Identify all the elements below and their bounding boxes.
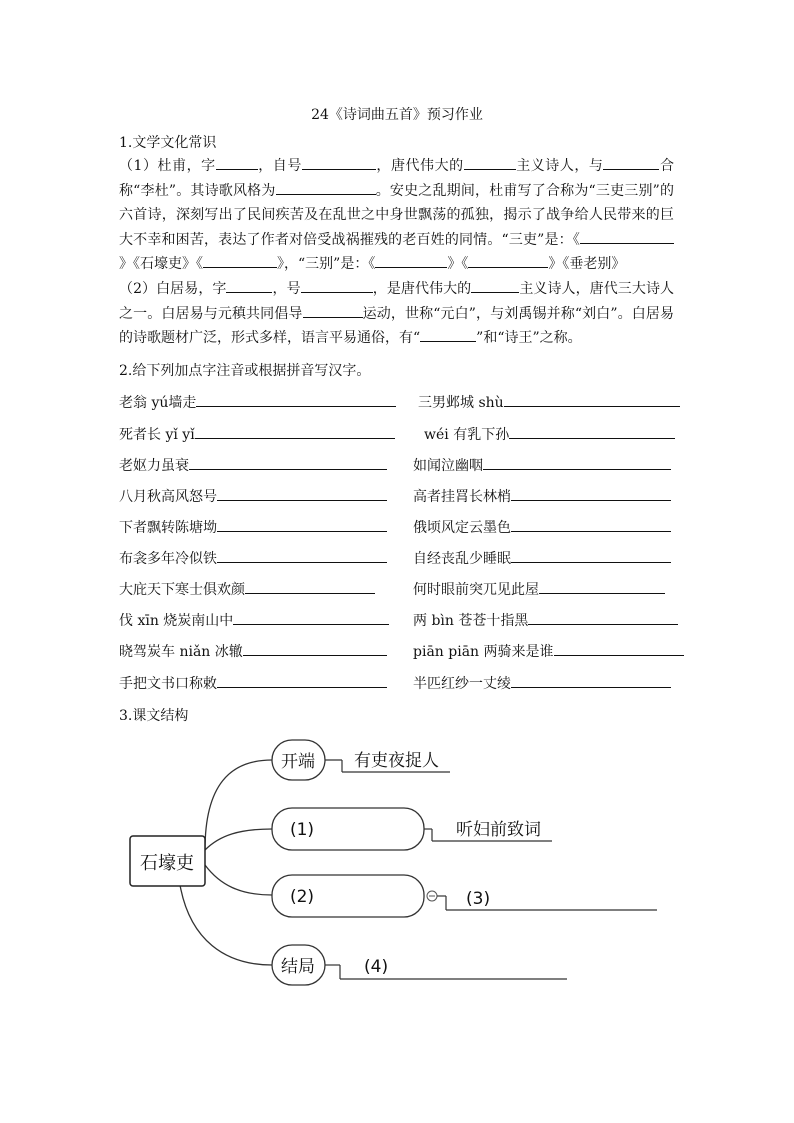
p2-text-d: 主义诗人，唐代三大诗人之一。白居易与元稹共同倡导: [119, 281, 675, 322]
item-text: 三男邺城 shù: [418, 395, 504, 411]
branch-connector: [180, 885, 272, 965]
answer-line[interactable]: [511, 499, 671, 501]
answer-line[interactable]: [233, 623, 389, 625]
list-item: [424, 424, 675, 444]
branch-label-3: (2): [289, 887, 315, 907]
list-item: [119, 673, 387, 693]
item-text: 自经丧乱少睡眠: [413, 551, 511, 567]
branch-connector: [205, 829, 272, 850]
blank[interactable]: [464, 155, 516, 170]
list-item: [119, 424, 395, 444]
item-text: 俄顷风定云墨色: [413, 520, 511, 536]
answer-line[interactable]: [511, 686, 671, 688]
item-text: 老翁 yú墙走: [119, 395, 197, 411]
blank[interactable]: [302, 155, 376, 170]
blank[interactable]: [303, 303, 363, 318]
blank[interactable]: [301, 278, 373, 293]
list-item: [413, 673, 671, 693]
item-text: 高者挂罥长林梢: [413, 489, 511, 505]
answer-line[interactable]: [245, 592, 375, 594]
branch-label-2: (1): [289, 820, 315, 840]
item-text: wéi 有乳下孙: [424, 427, 510, 443]
section1-paragraph1: [119, 154, 674, 277]
answer-line[interactable]: [539, 592, 665, 594]
structure-mindmap: [0, 725, 794, 1025]
blank[interactable]: [603, 155, 659, 170]
list-item: [119, 641, 387, 661]
page-title: 24《诗词曲五首》预习作业: [311, 107, 483, 123]
list-item: [413, 579, 665, 599]
list-item: [119, 486, 387, 506]
answer-line[interactable]: [217, 561, 387, 563]
item-text: 两 bìn 苍苍十指黑: [413, 613, 529, 629]
leaf-label-1: 有吏夜捉人: [354, 751, 439, 771]
list-item: [413, 548, 671, 568]
answer-line[interactable]: [483, 468, 671, 470]
item-text: 老妪力虽衰: [119, 458, 189, 474]
blank[interactable]: [276, 180, 376, 195]
blank[interactable]: [203, 253, 277, 268]
p2-text-c: ，是唐代伟大的: [372, 281, 472, 297]
answer-line[interactable]: [509, 437, 675, 439]
answer-line[interactable]: [189, 468, 387, 470]
item-text: 死者长 yǐ yǐ: [119, 427, 195, 443]
root-label: 石壕吏: [140, 853, 194, 874]
list-item: [413, 641, 684, 661]
p2-text-a: （2）白居易，字: [119, 281, 227, 297]
p2-text-b: ，号: [272, 281, 301, 297]
p1-text-b: ，自号: [257, 158, 302, 174]
answer-line[interactable]: [196, 405, 396, 407]
answer-line[interactable]: [195, 437, 395, 439]
section1-paragraph2: [119, 277, 674, 351]
answer-line[interactable]: [217, 530, 387, 532]
answer-line[interactable]: [554, 654, 684, 656]
blank[interactable]: [216, 155, 258, 170]
answer-line[interactable]: [528, 623, 678, 625]
list-item: [119, 610, 389, 630]
item-text: 如闻泣幽咽: [413, 458, 483, 474]
section2-heading: 2.给下列加点字注音或根据拼音写汉字。: [119, 363, 371, 379]
p1-text-c: ，唐代伟大的: [375, 158, 464, 174]
answer-line[interactable]: [243, 654, 387, 656]
branch-connector: [205, 865, 272, 895]
p1-text-f: 。安史之乱期间，杜甫写了合称为“三吏三别”的六首诗，深刻写出了民间疾苦及在乱世之中身世飘荡的孤独，揭示了战争给人民带来的巨大不幸和困苦，表达了作者对倍受战祸摧残的老百姓的同情。“三吏”是：《: [119, 182, 674, 248]
list-item: [418, 392, 680, 412]
item-text: 手把文书口称敕: [119, 676, 217, 692]
p1-text-g: 》《石壕吏》《: [119, 256, 203, 272]
item-text: piān piān 两骑来是谁: [413, 644, 554, 660]
answer-line[interactable]: [217, 686, 387, 688]
item-text: 布衾多年冷似铁: [119, 551, 217, 567]
section1-heading: 1.文学文化常识: [119, 135, 217, 151]
list-item: [413, 517, 671, 537]
leaf-label-3: (3): [466, 889, 491, 909]
item-text: 何时眼前突兀见此屋: [413, 582, 539, 598]
item-text: 八月秋高风怒号: [119, 489, 217, 505]
answer-line[interactable]: [511, 530, 671, 532]
list-item: [119, 455, 387, 475]
item-text: 半匹红纱一丈绫: [413, 676, 511, 692]
p1-text-d: 主义诗人，与: [515, 158, 604, 174]
blank[interactable]: [420, 327, 476, 342]
blank[interactable]: [580, 229, 674, 244]
blank[interactable]: [471, 278, 519, 293]
blank[interactable]: [375, 253, 447, 268]
list-item: [413, 610, 678, 630]
p1-text-i: 》《: [447, 256, 469, 272]
branch-connector: [205, 760, 272, 850]
answer-line[interactable]: [217, 499, 387, 501]
blank[interactable]: [468, 253, 548, 268]
item-text: 伐 xīn 烧炭南山中: [119, 613, 234, 629]
item-text: 晓驾炭车 niǎn 冰辙: [119, 644, 243, 660]
list-item: [413, 486, 671, 506]
leaf-label-4: (4): [364, 957, 389, 977]
item-text: 大庇天下寒士俱欢颜: [119, 582, 245, 598]
blank[interactable]: [226, 278, 272, 293]
item-text: 下者飘转陈塘坳: [119, 520, 217, 536]
p2-text-e: 运动，世称“元白”，与刘禹锡并称“刘白”。白居易的诗歌题材广泛，形式多样，语言平易通俗，有“: [119, 305, 674, 346]
list-item: [413, 455, 671, 475]
p1-text-h: 》，“三别”是：《: [277, 256, 376, 272]
list-item: [119, 392, 396, 412]
p2-text-f: ”和“诗王”之称。: [476, 330, 582, 346]
p1-text-a: （1）杜甫，字: [119, 158, 216, 174]
answer-line[interactable]: [504, 405, 680, 407]
p1-text-e: 合称“李杜”。其诗歌风格为: [119, 158, 675, 199]
answer-line[interactable]: [511, 561, 671, 563]
section3-heading: 3.课文结构: [119, 708, 189, 724]
list-item: [119, 517, 387, 537]
branch-label-4: 结局: [281, 957, 315, 977]
list-item: [119, 579, 375, 599]
leaf-label-2: 听妇前致词: [456, 820, 541, 840]
p1-text-j: 》《垂老别》: [548, 256, 626, 272]
list-item: [119, 548, 387, 568]
branch-label-1: 开端: [281, 752, 315, 772]
